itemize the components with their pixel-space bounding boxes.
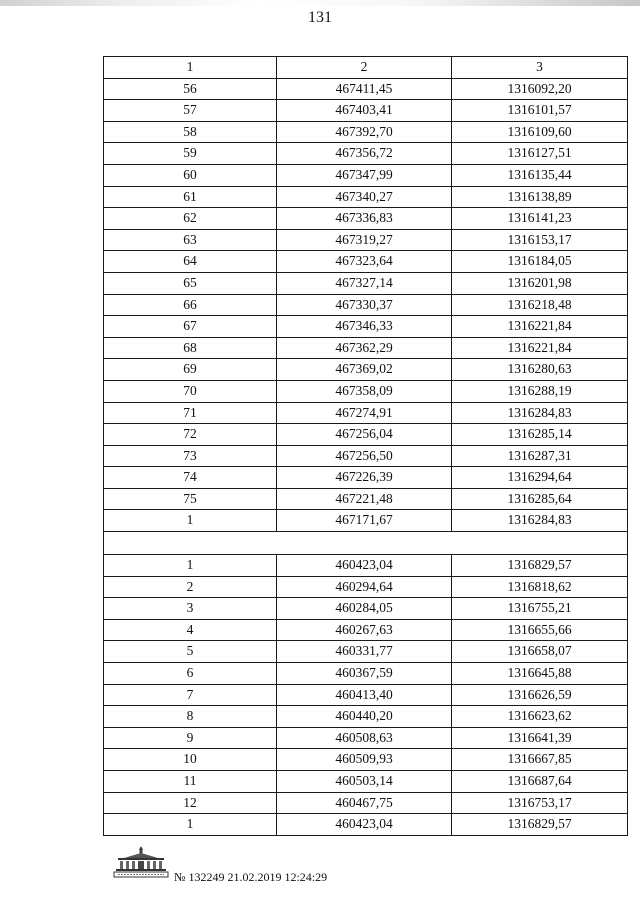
table-cell-col-1: 67 [104,316,277,338]
table-cell-col-2: 460467,75 [277,792,452,814]
table-cell-col-1: 62 [104,208,277,230]
table-row [104,663,628,685]
table-row [104,294,628,316]
table-row [104,619,628,641]
table-cell-col-1: 5 [104,641,277,663]
table-cell-col-3: 1316818,62 [452,576,628,598]
table-cell-col-3: 1316655,66 [452,619,628,641]
table-cell-col-3: 1316135,44 [452,164,628,186]
table-row [104,164,628,186]
table-cell-col-1: 1 [104,555,277,577]
table-cell-col-1: 73 [104,445,277,467]
table-cell-col-3: 1316109,60 [452,121,628,143]
table-cell-col-3: 1316829,57 [452,555,628,577]
table-cell-col-1: 1 [104,814,277,836]
table-cell-col-3: 1316658,07 [452,641,628,663]
table-cell-col-3: 1316687,64 [452,771,628,793]
table-row [104,727,628,749]
table-cell-col-3: 1316285,64 [452,488,628,510]
table-row [104,229,628,251]
table-cell-col-1: 10 [104,749,277,771]
table-cell-col-2: 460440,20 [277,706,452,728]
table-cell-col-3: 1316284,83 [452,510,628,532]
table-cell-col-2: 467392,70 [277,121,452,143]
table-cell-col-3: 1316138,89 [452,186,628,208]
header-col-3: 3 [452,57,628,79]
table-cell-col-1: 65 [104,272,277,294]
table-cell-col-3: 1316645,88 [452,663,628,685]
table-cell-col-1: 3 [104,598,277,620]
table-cell-col-1: 64 [104,251,277,273]
table-cell-col-2: 467221,48 [277,488,452,510]
table-cell-col-2: 467346,33 [277,316,452,338]
table-cell-col-3: 1316221,84 [452,337,628,359]
registration-stamp-text: № 132249 21.02.2019 12:24:29 [174,870,328,884]
table-row [104,143,628,165]
table-cell-col-2: 467347,99 [277,164,452,186]
table-cell-col-1: 68 [104,337,277,359]
table-cell-col-3: 1316092,20 [452,78,628,100]
table-cell-col-3: 1316288,19 [452,380,628,402]
table-cell-col-1: 74 [104,467,277,489]
table-row [104,576,628,598]
table-cell-col-2: 467274,91 [277,402,452,424]
table-cell-col-3: 1316285,14 [452,424,628,446]
table-row [104,380,628,402]
table-cell-col-1: 4 [104,619,277,641]
table-row [104,555,628,577]
table-cell-col-3: 1316218,48 [452,294,628,316]
scan-edge-shadow [0,0,640,6]
table-cell-col-2: 467319,27 [277,229,452,251]
table-cell-col-2: 467256,04 [277,424,452,446]
table-cell-col-1: 71 [104,402,277,424]
table-cell-col-1: 2 [104,576,277,598]
table-cell-col-2: 460508,63 [277,727,452,749]
government-building-emblem-icon [112,844,170,878]
table-row [104,488,628,510]
table-cell-col-2: 467171,67 [277,510,452,532]
table-cell-col-1: 59 [104,143,277,165]
table-cell-col-1: 75 [104,488,277,510]
table-header-row [104,57,628,79]
table-row [104,121,628,143]
table-cell-col-2: 467336,83 [277,208,452,230]
table-cell-col-1: 66 [104,294,277,316]
table-cell-col-2: 467369,02 [277,359,452,381]
table-cell-col-3: 1316623,62 [452,706,628,728]
header-col-1: 1 [104,57,277,79]
table-cell-col-1: 57 [104,100,277,122]
table-cell-col-1: 70 [104,380,277,402]
table-cell-col-3: 1316667,85 [452,749,628,771]
table-cell-col-2: 467226,39 [277,467,452,489]
table-cell-col-2: 467256,50 [277,445,452,467]
table-cell-col-1: 1 [104,510,277,532]
table-row [104,467,628,489]
table-cell-col-1: 69 [104,359,277,381]
table-row [104,684,628,706]
table-cell-col-3: 1316753,17 [452,792,628,814]
table-cell-col-2: 467356,72 [277,143,452,165]
table-row [104,402,628,424]
coordinates-table [103,56,628,836]
table-cell-col-3: 1316280,63 [452,359,628,381]
table-row [104,251,628,273]
table-cell-col-2: 460331,77 [277,641,452,663]
table-cell-col-2: 467323,64 [277,251,452,273]
table-cell-col-2: 460423,04 [277,555,452,577]
table-row [104,316,628,338]
table-cell-col-3: 1316127,51 [452,143,628,165]
table-cell-col-1: 9 [104,727,277,749]
table-cell-col-1: 6 [104,663,277,685]
table-cell-col-2: 460294,64 [277,576,452,598]
section-separator-cell [104,532,628,555]
table-cell-col-2: 467327,14 [277,272,452,294]
table-row [104,706,628,728]
table-cell-col-2: 467411,45 [277,78,452,100]
table-row [104,424,628,446]
table-row [104,337,628,359]
table-cell-col-3: 1316184,05 [452,251,628,273]
table-cell-col-2: 460367,59 [277,663,452,685]
coordinates-table-body [104,57,628,836]
table-cell-col-2: 460503,14 [277,771,452,793]
table-cell-col-3: 1316294,64 [452,467,628,489]
table-cell-col-2: 460413,40 [277,684,452,706]
table-cell-col-1: 7 [104,684,277,706]
table-cell-col-1: 56 [104,78,277,100]
table-row [104,641,628,663]
table-cell-col-2: 460423,04 [277,814,452,836]
table-cell-col-2: 467340,27 [277,186,452,208]
table-cell-col-2: 467362,29 [277,337,452,359]
table-cell-col-2: 467358,09 [277,380,452,402]
table-row [104,598,628,620]
table-cell-col-2: 460509,93 [277,749,452,771]
table-cell-col-1: 60 [104,164,277,186]
table-row [104,445,628,467]
table-cell-col-1: 61 [104,186,277,208]
table-cell-col-3: 1316201,98 [452,272,628,294]
table-cell-col-1: 72 [104,424,277,446]
table-row [104,749,628,771]
table-cell-col-3: 1316829,57 [452,814,628,836]
table-row [104,814,628,836]
table-row [104,510,628,532]
table-row [104,100,628,122]
table-cell-col-1: 63 [104,229,277,251]
footer-registration [112,844,412,894]
table-cell-col-1: 58 [104,121,277,143]
table-row [104,208,628,230]
table-cell-col-3: 1316755,21 [452,598,628,620]
table-row [104,186,628,208]
table-cell-col-1: 12 [104,792,277,814]
table-row [104,792,628,814]
table-row [104,272,628,294]
header-col-2: 2 [277,57,452,79]
table-cell-col-1: 11 [104,771,277,793]
table-cell-col-2: 467403,41 [277,100,452,122]
page-number: 131 [308,9,332,26]
table-cell-col-3: 1316221,84 [452,316,628,338]
section-separator-row [104,532,628,555]
table-cell-col-3: 1316153,17 [452,229,628,251]
table-cell-col-3: 1316287,31 [452,445,628,467]
table-cell-col-3: 1316101,57 [452,100,628,122]
table-cell-col-2: 467330,37 [277,294,452,316]
table-cell-col-2: 460284,05 [277,598,452,620]
table-cell-col-3: 1316641,39 [452,727,628,749]
table-cell-col-3: 1316141,23 [452,208,628,230]
table-row [104,359,628,381]
table-cell-col-3: 1316284,83 [452,402,628,424]
table-row [104,771,628,793]
table-cell-col-3: 1316626,59 [452,684,628,706]
table-cell-col-2: 460267,63 [277,619,452,641]
table-row [104,78,628,100]
table-cell-col-1: 8 [104,706,277,728]
